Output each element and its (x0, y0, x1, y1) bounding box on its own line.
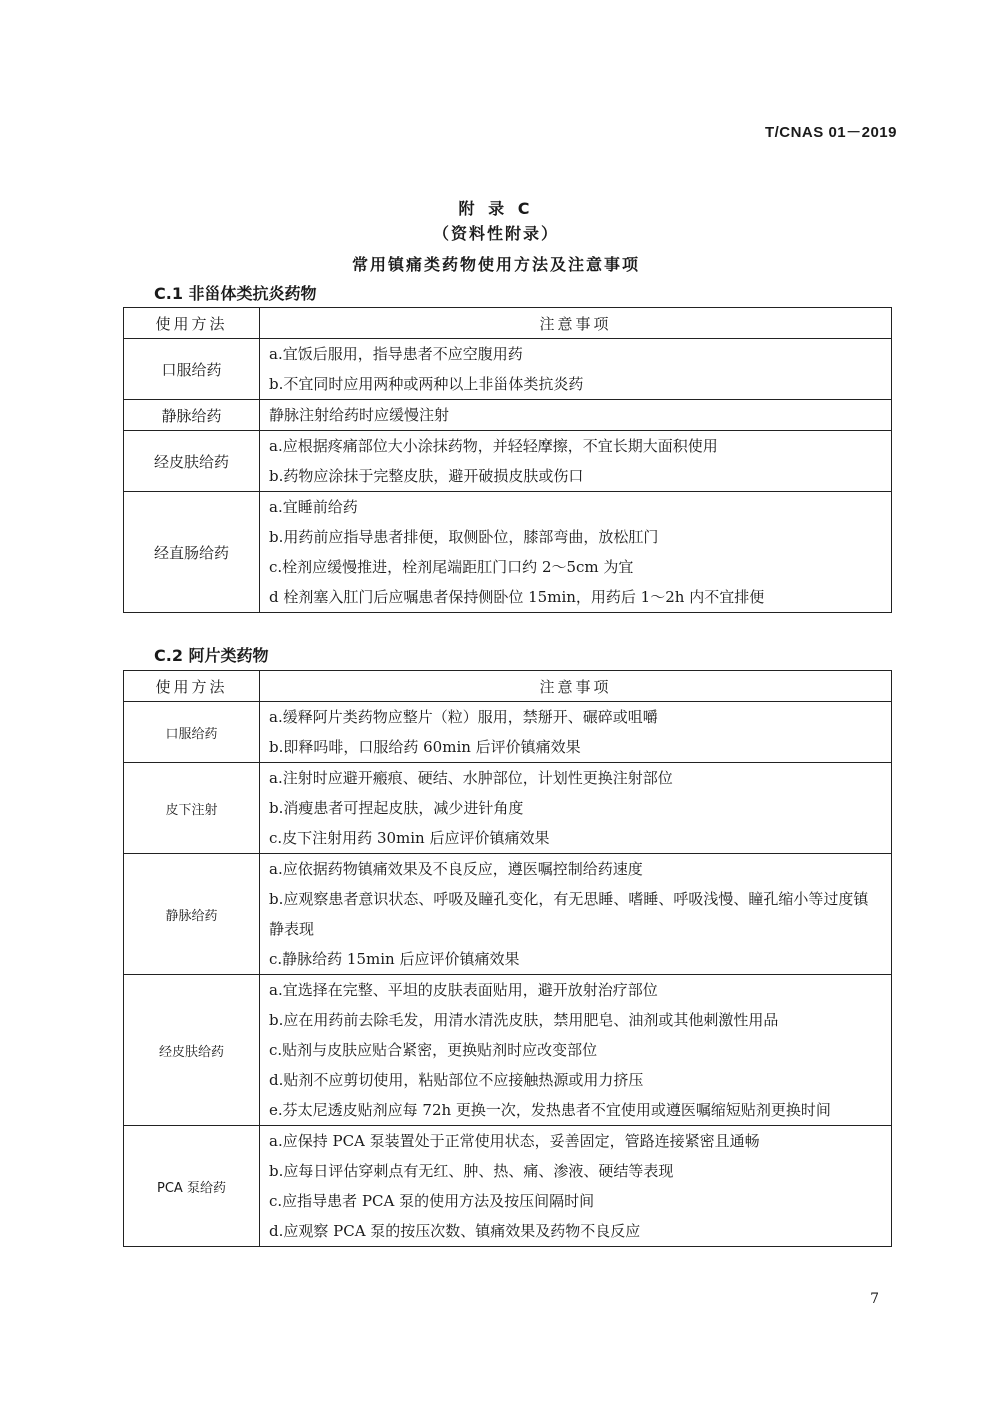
note-line: d.贴剂不应剪切使用，粘贴部位不应接触热源或用力挤压 (269, 1071, 644, 1089)
method-cell: 口服给药 (124, 702, 260, 763)
note-line: a.宜饭后服用，指导患者不应空腹用药 (269, 345, 523, 363)
table-row (124, 431, 892, 492)
column-header-method: 使用方法 (124, 671, 260, 702)
note-line: b.即释吗啡，口服给药 60min 后评价镇痛效果 (269, 738, 581, 756)
note-line: a.缓释阿片类药物应整片（粒）服用，禁掰开、碾碎或咀嚼 (269, 708, 658, 726)
table-header-row (124, 308, 892, 339)
note-line: a.应保持 PCA 泵装置处于正常使用状态，妥善固定，管路连接紧密且通畅 (269, 1132, 760, 1150)
note-line: b.用药前应指导患者排便，取侧卧位，膝部弯曲，放松肛门 (269, 528, 659, 546)
opioid-table (123, 670, 892, 1247)
note-line: a.注射时应避开瘢痕、硬结、水肿部位，计划性更换注射部位 (269, 769, 673, 787)
note-line: b.应观察患者意识状态、呼吸及瞳孔变化，有无思睡、嗜睡、呼吸浅慢、瞳孔缩小等过度镇静表现 (269, 890, 869, 938)
standard-code: T/CNAS 01－2019 (764, 124, 897, 141)
appendix-title: 附 录 C (458, 199, 534, 218)
notes-cell (260, 1126, 892, 1247)
appendix-heading: 常用镇痛类药物使用方法及注意事项 (351, 255, 640, 274)
table-row (124, 702, 892, 763)
notes-cell (260, 702, 892, 763)
table-row (124, 492, 892, 613)
table-row (124, 339, 892, 400)
notes-cell (260, 431, 892, 492)
table-row (124, 854, 892, 975)
note-line: c.静脉给药 15min 后应评价镇痛效果 (269, 950, 520, 968)
notes-cell (260, 400, 892, 431)
note-line: 静脉注射给药时应缓慢注射 (269, 406, 450, 424)
method-cell: 静脉给药 (124, 854, 260, 975)
nsaid-table (123, 307, 892, 613)
method-cell: 皮下注射 (124, 763, 260, 854)
column-header-method: 使用方法 (124, 308, 260, 339)
note-line: c.贴剂与皮肤应贴合紧密，更换贴剂时应改变部位 (269, 1041, 598, 1059)
table-row (124, 763, 892, 854)
column-header-notes: 注意事项 (260, 308, 892, 339)
method-cell: 静脉给药 (124, 400, 260, 431)
note-line: a.宜睡前给药 (269, 498, 358, 516)
section-c1-title: C.1 非甾体类抗炎药物 (154, 284, 317, 303)
note-line: b.应在用药前去除毛发，用清水清洗皮肤，禁用肥皂、油剂或其他刺激性用品 (269, 1011, 779, 1029)
notes-cell (260, 339, 892, 400)
method-cell: PCA 泵给药 (124, 1126, 260, 1247)
notes-cell (260, 492, 892, 613)
notes-cell (260, 763, 892, 854)
appendix-subtitle: （资料性附录） (432, 224, 559, 243)
notes-cell (260, 854, 892, 975)
section-c2-title: C.2 阿片类药物 (154, 646, 269, 665)
note-line: b.应每日评估穿刺点有无红、肿、热、痛、渗液、硬结等表现 (269, 1162, 674, 1180)
note-line: b.消瘦患者可捏起皮肤，减少进针角度 (269, 799, 524, 817)
table-row (124, 1126, 892, 1247)
note-line: a.应根据疼痛部位大小涂抹药物，并轻轻摩擦，不宜长期大面积使用 (269, 437, 718, 455)
note-line: c.皮下注射用药 30min 后应评价镇痛效果 (269, 829, 550, 847)
notes-cell (260, 975, 892, 1126)
method-cell: 经皮肤给药 (124, 975, 260, 1126)
method-cell: 经皮肤给药 (124, 431, 260, 492)
note-line: d 栓剂塞入肛门后应嘱患者保持侧卧位 15min，用药后 1～2h 内不宜排便 (269, 588, 765, 606)
table-row (124, 975, 892, 1126)
column-header-notes: 注意事项 (260, 671, 892, 702)
method-cell: 口服给药 (124, 339, 260, 400)
table-header-row (124, 671, 892, 702)
note-line: e.芬太尼透皮贴剂应每 72h 更换一次，发热患者不宜使用或遵医嘱缩短贴剂更换时间 (269, 1101, 831, 1119)
note-line: d.应观察 PCA 泵的按压次数、镇痛效果及药物不良反应 (269, 1222, 641, 1240)
note-line: c.栓剂应缓慢推进，栓剂尾端距肛门口约 2～5cm 为宜 (269, 558, 634, 576)
note-line: c.应指导患者 PCA 泵的使用方法及按压间隔时间 (269, 1192, 595, 1210)
note-line: b.不宜同时应用两种或两种以上非甾体类抗炎药 (269, 375, 584, 393)
note-line: a.宜选择在完整、平坦的皮肤表面贴用，避开放射治疗部位 (269, 981, 658, 999)
note-line: b.药物应涂抹于完整皮肤，避开破损皮肤或伤口 (269, 467, 584, 485)
note-line: a.应依据药物镇痛效果及不良反应，遵医嘱控制给药速度 (269, 860, 643, 878)
method-cell: 经直肠给药 (124, 492, 260, 613)
page-number: 7 (870, 1291, 879, 1307)
table-row (124, 400, 892, 431)
